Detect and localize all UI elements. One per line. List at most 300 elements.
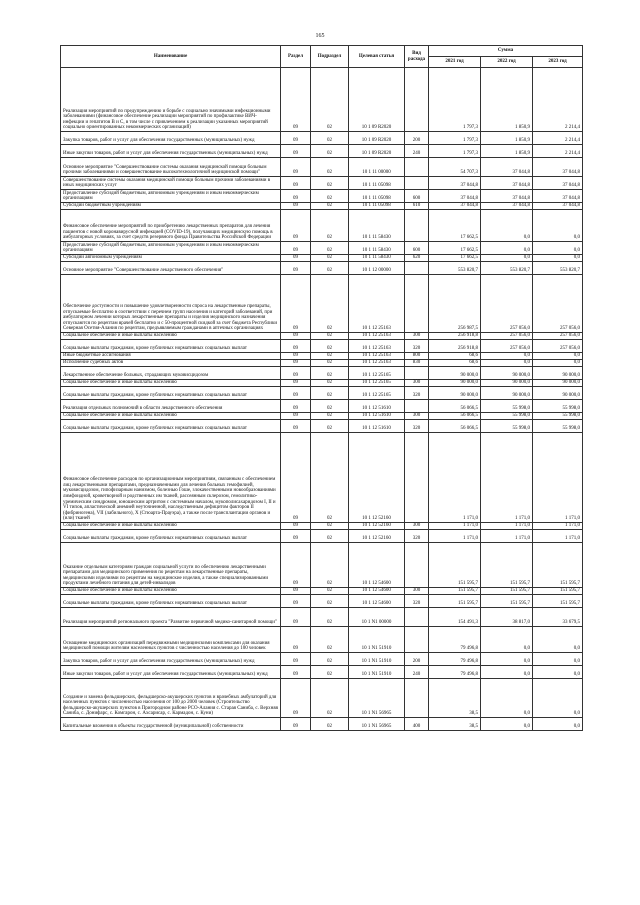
row-expense-type: 800 [405, 353, 429, 360]
header-target: Целевая статья [349, 46, 405, 68]
row-value-2023: 0,0 [533, 210, 583, 242]
row-subsection: 02 [311, 367, 349, 380]
row-section: 09 [281, 353, 311, 360]
row-value-2023: 0,0 [533, 353, 583, 360]
row-name: Социальное обеспечение и иные выплаты населению [61, 588, 281, 595]
row-target: 10 1 N1 56965 [349, 679, 405, 718]
table-row [61, 523, 583, 530]
row-section: 09 [281, 360, 311, 367]
row-expense-type [405, 210, 429, 242]
row-value-2023: 151 595,7 [533, 543, 583, 588]
row-name: Предоставление субсидий бюджетным, автономным учреждениям и иным некоммерческим организациям [61, 242, 281, 255]
table-row [61, 653, 583, 666]
row-value-2021: 79 496,8 [429, 653, 481, 666]
row-target: 10 1 12 52160 [349, 523, 405, 530]
row-value-2023: 90 000,0 [533, 387, 583, 400]
row-section: 09 [281, 210, 311, 242]
row-subsection: 02 [311, 210, 349, 242]
row-value-2021: 38,5 [429, 718, 481, 731]
header-sum: Сумма [429, 46, 583, 57]
row-value-2021: 17 662,5 [429, 255, 481, 262]
row-expense-type: 830 [405, 360, 429, 367]
row-value-2021: 1 171,0 [429, 523, 481, 530]
row-value-2021: 79 496,8 [429, 666, 481, 679]
table-row [61, 275, 583, 333]
table-row [61, 400, 583, 413]
row-target: 10 1 11 58430 [349, 255, 405, 262]
row-section: 09 [281, 413, 311, 420]
row-subsection: 02 [311, 400, 349, 413]
row-value-2021: 1 797,3 [429, 68, 481, 132]
row-name: Основное мероприятие "Совершенствование лекарственного обеспечения" [61, 262, 281, 275]
row-value-2021: 56 066,5 [429, 400, 481, 413]
row-value-2022: 0,0 [481, 242, 533, 255]
row-value-2021: 1 171,0 [429, 530, 481, 543]
row-subsection: 02 [311, 387, 349, 400]
row-value-2022: 0,0 [481, 653, 533, 666]
row-value-2022: 0,0 [481, 627, 533, 653]
row-name: Субсидии бюджетным учреждениям [61, 203, 281, 210]
row-target: 10 1 12 54600 [349, 588, 405, 595]
table-row [61, 718, 583, 731]
row-expense-type: 200 [405, 132, 429, 145]
row-name: Капитальные вложения в объекты государственной (муниципальной) собственности [61, 718, 281, 731]
row-value-2022: 37 044,8 [481, 203, 533, 210]
row-value-2023: 37 044,8 [533, 177, 583, 190]
row-expense-type: 610 [405, 203, 429, 210]
row-value-2023: 0,0 [533, 653, 583, 666]
row-subsection: 02 [311, 595, 349, 608]
row-section: 09 [281, 679, 311, 718]
row-subsection: 02 [311, 262, 349, 275]
row-value-2023: 0,0 [533, 679, 583, 718]
table-row [61, 333, 583, 340]
row-value-2022: 55 998,0 [481, 400, 533, 413]
row-expense-type: 320 [405, 340, 429, 353]
table-row [61, 387, 583, 400]
row-value-2021: 90 000,0 [429, 380, 481, 387]
row-value-2022: 553 820,7 [481, 262, 533, 275]
table-row [61, 255, 583, 262]
row-value-2021: 54 707,3 [429, 158, 481, 177]
row-value-2022: 0,0 [481, 679, 533, 718]
page-number: 165 [315, 33, 325, 39]
row-value-2022: 0,0 [481, 353, 533, 360]
row-expense-type: 320 [405, 420, 429, 433]
row-value-2021: 256 918,8 [429, 340, 481, 353]
row-expense-type [405, 275, 429, 333]
row-name: Социальные выплаты гражданам, кроме публичных нормативных социальных выплат [61, 595, 281, 608]
row-section: 09 [281, 340, 311, 353]
row-subsection: 02 [311, 145, 349, 158]
row-target: 10 1 N1 51910 [349, 666, 405, 679]
row-subsection: 02 [311, 242, 349, 255]
row-subsection: 02 [311, 360, 349, 367]
row-value-2023: 90 000,0 [533, 380, 583, 387]
row-subsection: 02 [311, 718, 349, 731]
row-name: Социальное обеспечение и иные выплаты населению [61, 333, 281, 340]
row-target: 10 1 11 00000 [349, 158, 405, 177]
row-subsection: 02 [311, 190, 349, 203]
header-subsection: Подраздел [311, 46, 349, 68]
table-row [61, 68, 583, 132]
row-subsection: 02 [311, 653, 349, 666]
row-value-2022: 38 817,0 [481, 608, 533, 627]
row-value-2021: 1 797,3 [429, 132, 481, 145]
row-expense-type: 200 [405, 653, 429, 666]
row-section: 09 [281, 255, 311, 262]
row-target: 10 1 12 52160 [349, 433, 405, 523]
row-section: 09 [281, 132, 311, 145]
row-subsection: 02 [311, 380, 349, 387]
row-target: 10 1 12 25163 [349, 333, 405, 340]
row-target: 10 1 12 25163 [349, 340, 405, 353]
table-row [61, 380, 583, 387]
row-value-2021: 151 595,7 [429, 595, 481, 608]
row-name: Обеспечение доступности и повышение удовлетворенности спроса на лекарственные препараты, отпускаемые бесплатно в соответствии с перечнем групп населения и категорий заболеваний, при амбулаторном лечении которых лекарственные препараты и изделия медицинского назначения отпускаются по рецептам врачей бесплатно и с 50-процентной скидкой за счет бюджета Республики Северная Осетия-Алания по рецептам, предъявляемым гражданами в аптечных организациях [61, 275, 281, 333]
row-value-2022: 0,0 [481, 360, 533, 367]
row-expense-type: 320 [405, 387, 429, 400]
row-value-2021: 553 820,7 [429, 262, 481, 275]
row-subsection: 02 [311, 340, 349, 353]
row-expense-type [405, 627, 429, 653]
row-expense-type: 300 [405, 523, 429, 530]
row-value-2022: 257 056,0 [481, 333, 533, 340]
table-row [61, 210, 583, 242]
row-name: Социальные выплаты гражданам, кроме публичных нормативных социальных выплат [61, 530, 281, 543]
row-target: 10 1 12 25163 [349, 275, 405, 333]
row-section: 09 [281, 387, 311, 400]
row-name: Основное мероприятие "Совершенствование системы оказания медицинской помощи больным прочими заболеваниями и совершенствование высокотехнологичной медицинской помощи" [61, 158, 281, 177]
row-target: 10 1 12 51610 [349, 413, 405, 420]
row-value-2022: 1 171,0 [481, 530, 533, 543]
row-value-2023: 0,0 [533, 242, 583, 255]
row-value-2021: 151 595,7 [429, 543, 481, 588]
row-expense-type: 300 [405, 333, 429, 340]
row-section: 09 [281, 433, 311, 523]
table-row [61, 666, 583, 679]
row-name: Социальные выплаты гражданам, кроме публичных нормативных социальных выплат [61, 420, 281, 433]
row-value-2021: 151 595,7 [429, 588, 481, 595]
row-name: Предоставление субсидий бюджетным, автономным учреждениям и иным некоммерческим организациям [61, 190, 281, 203]
row-value-2023: 37 044,8 [533, 158, 583, 177]
row-value-2021: 79 496,8 [429, 627, 481, 653]
row-section: 09 [281, 530, 311, 543]
row-section: 09 [281, 653, 311, 666]
row-target: 10 1 11 58430 [349, 242, 405, 255]
row-name: Лекарственное обеспечение больных, страдающих муковисцидозом [61, 367, 281, 380]
header-year-2021: 2021 год [429, 57, 481, 68]
row-section: 09 [281, 588, 311, 595]
row-value-2021: 38,5 [429, 679, 481, 718]
table-row [61, 627, 583, 653]
row-value-2021: 1 797,3 [429, 145, 481, 158]
table-row [61, 543, 583, 588]
row-value-2021: 56 066,5 [429, 420, 481, 433]
row-expense-type [405, 158, 429, 177]
row-value-2023: 1 171,0 [533, 530, 583, 543]
row-expense-type: 300 [405, 380, 429, 387]
row-section: 09 [281, 420, 311, 433]
row-value-2023: 37 044,8 [533, 190, 583, 203]
row-subsection: 02 [311, 177, 349, 190]
table-row [61, 367, 583, 380]
row-subsection: 02 [311, 433, 349, 523]
row-value-2022: 37 044,8 [481, 190, 533, 203]
table-row [61, 608, 583, 627]
row-target: 10 1 11 05098 [349, 177, 405, 190]
row-name: Субсидии автономным учреждениям [61, 255, 281, 262]
row-expense-type [405, 543, 429, 588]
row-value-2022: 0,0 [481, 255, 533, 262]
row-value-2022: 151 595,7 [481, 588, 533, 595]
row-value-2021: 37 044,8 [429, 190, 481, 203]
header-name: Наименование [61, 46, 281, 68]
row-value-2022: 151 595,7 [481, 543, 533, 588]
table-row [61, 360, 583, 367]
row-value-2023: 257 056,0 [533, 333, 583, 340]
row-section: 09 [281, 242, 311, 255]
row-target: 10 1 N1 51910 [349, 627, 405, 653]
row-section: 09 [281, 158, 311, 177]
row-target: 10 1 09 R2020 [349, 132, 405, 145]
row-value-2023: 33 679,5 [533, 608, 583, 627]
row-expense-type: 240 [405, 666, 429, 679]
table-row [61, 132, 583, 145]
row-expense-type [405, 177, 429, 190]
row-subsection: 02 [311, 255, 349, 262]
row-section: 09 [281, 275, 311, 333]
table-row [61, 588, 583, 595]
row-subsection: 02 [311, 275, 349, 333]
row-value-2023: 0,0 [533, 360, 583, 367]
table-row [61, 177, 583, 190]
row-value-2022: 55 998,0 [481, 413, 533, 420]
row-value-2021: 1 171,0 [429, 433, 481, 523]
table-row [61, 530, 583, 543]
row-target: 10 1 12 51610 [349, 400, 405, 413]
row-name: Оказание отдельным категориям граждан социальной услуги по обеспечению лекарственными препаратами для медицинского применения по рецептам на лекарственные препараты, медицинскими изделиями по рецептам на медицинские изделия, а также специализированными продуктами лечебного питания для детей-инвалидов [61, 543, 281, 588]
row-name: Реализация мероприятий по предупреждению и борьбе с социально значимыми инфекционными заболеваниями (финансовое обеспечение реализации мероприятий по профилактике ВИЧ-инфекции и гепатитов B и C, в том числе с привлечением к реализации указанных мероприятий социально ориентированных некоммерческих организаций) [61, 68, 281, 132]
row-section: 09 [281, 608, 311, 627]
row-value-2021: 90 000,0 [429, 367, 481, 380]
row-target: 10 1 12 25165 [349, 367, 405, 380]
row-subsection: 02 [311, 413, 349, 420]
header-expense-type: Вид расхода [405, 46, 429, 68]
row-target: 10 1 N1 00000 [349, 608, 405, 627]
table-row [61, 595, 583, 608]
row-value-2022: 0,0 [481, 718, 533, 731]
row-value-2022: 1 171,0 [481, 523, 533, 530]
row-value-2021: 68,6 [429, 360, 481, 367]
row-value-2023: 2 214,4 [533, 145, 583, 158]
budget-table [60, 45, 583, 731]
row-value-2021: 154 491,3 [429, 608, 481, 627]
table-row [61, 145, 583, 158]
row-value-2023: 90 000,0 [533, 367, 583, 380]
row-subsection: 02 [311, 679, 349, 718]
row-value-2022: 1 850,9 [481, 145, 533, 158]
row-name: Финансовое обеспечение расходов по организационным мероприятиям, связанным с обеспечением лиц лекарственными препаратами, предназначенными для лечения больных гемофилией, муковисцидозом, гипофизарным нанизмом, болезнью Гоше, злокачественными новообразованиями лимфоидной, кроветворной и родственных им тканей, рассеянным склерозом, гемолитико-уремическим синдромом, юношеским артритом с системным началом, мукополисахаридозом I, II и VI типов, апластической анемией неуточненной, наследственным дефицитом факторов II (фибриногена), VII (лабильного), X (Стюарта-Прауэра), а также после трансплантации органов и (или) тканей [61, 433, 281, 523]
row-name: Социальное обеспечение и иные выплаты населению [61, 523, 281, 530]
table-row [61, 340, 583, 353]
row-value-2022: 257 056,0 [481, 275, 533, 333]
row-value-2023: 55 998,0 [533, 420, 583, 433]
row-expense-type [405, 262, 429, 275]
row-expense-type [405, 68, 429, 132]
row-value-2021: 256 918,8 [429, 333, 481, 340]
row-expense-type: 320 [405, 530, 429, 543]
row-value-2023: 1 171,0 [533, 523, 583, 530]
row-subsection: 02 [311, 333, 349, 340]
row-value-2021: 56 066,5 [429, 413, 481, 420]
row-name: Реализация отдельных полномочий в области лекарственного обеспечения [61, 400, 281, 413]
row-expense-type: 400 [405, 718, 429, 731]
row-section: 09 [281, 262, 311, 275]
row-section: 09 [281, 400, 311, 413]
table-row [61, 190, 583, 203]
row-target: 10 1 12 00000 [349, 262, 405, 275]
row-value-2022: 0,0 [481, 666, 533, 679]
table-row [61, 353, 583, 360]
row-subsection: 02 [311, 666, 349, 679]
row-expense-type: 600 [405, 190, 429, 203]
row-target: 10 1 11 58430 [349, 210, 405, 242]
row-value-2022: 90 000,0 [481, 380, 533, 387]
row-value-2023: 37 044,8 [533, 203, 583, 210]
row-value-2023: 0,0 [533, 718, 583, 731]
row-subsection: 02 [311, 523, 349, 530]
row-expense-type: 240 [405, 145, 429, 158]
row-name: Социальные выплаты гражданам, кроме публичных нормативных социальных выплат [61, 340, 281, 353]
row-target: 10 1 12 54600 [349, 543, 405, 588]
row-name: Социальное обеспечение и иные выплаты населению [61, 413, 281, 420]
row-value-2023: 0,0 [533, 666, 583, 679]
row-target: 10 1 11 05098 [349, 203, 405, 210]
row-value-2023: 257 056,0 [533, 340, 583, 353]
row-name: Иные бюджетные ассигнования [61, 353, 281, 360]
header-year-2023: 2023 год [533, 57, 583, 68]
row-section: 09 [281, 203, 311, 210]
row-value-2023: 553 820,7 [533, 262, 583, 275]
row-name: Создание и замена фельдшерских, фельдшерско-акушерских пунктов и врачебных амбулаторий для населенных пунктов с численностью населения от 100 до 2000 человек (Строительство фельдшерско-акушерских пунктов в Пригородном районе РСО-Алания с. Старая Саниба, с. Верхняя Саниба, с. Донифарс, с. Комгарон, с. Ахсарисар, с. Кармадон, с. Куни) [61, 679, 281, 718]
row-expense-type [405, 400, 429, 413]
table-row [61, 679, 583, 718]
row-target: 10 1 12 25163 [349, 353, 405, 360]
row-expense-type [405, 679, 429, 718]
row-expense-type [405, 608, 429, 627]
row-subsection: 02 [311, 132, 349, 145]
row-section: 09 [281, 523, 311, 530]
row-target: 10 1 N1 56965 [349, 718, 405, 731]
row-name: Оснащение медицинских организаций передвижными медицинскими комплексами для оказания медицинской помощи жителям населенных пунктов с численностью населения до 100 человек [61, 627, 281, 653]
row-value-2022: 90 000,0 [481, 387, 533, 400]
row-section: 09 [281, 190, 311, 203]
header-section: Раздел [281, 46, 311, 68]
row-value-2022: 37 044,8 [481, 177, 533, 190]
row-name: Иные закупки товаров, работ и услуг для обеспечения государственных (муниципальных) нужд [61, 666, 281, 679]
table-row [61, 242, 583, 255]
row-expense-type: 300 [405, 588, 429, 595]
row-section: 09 [281, 367, 311, 380]
row-subsection: 02 [311, 543, 349, 588]
row-target: 10 1 12 52160 [349, 530, 405, 543]
row-value-2022: 1 850,9 [481, 132, 533, 145]
row-expense-type: 600 [405, 242, 429, 255]
table-row [61, 420, 583, 433]
row-section: 09 [281, 177, 311, 190]
row-value-2023: 55 998,0 [533, 413, 583, 420]
row-target: 10 1 12 25165 [349, 380, 405, 387]
row-name: Социальное обеспечение и иные выплаты населению [61, 380, 281, 387]
row-name: Иные закупки товаров, работ и услуг для обеспечения государственных (муниципальных) нужд [61, 145, 281, 158]
row-value-2023: 55 998,0 [533, 400, 583, 413]
row-section: 09 [281, 543, 311, 588]
row-expense-type: 320 [405, 595, 429, 608]
row-value-2022: 55 998,0 [481, 420, 533, 433]
row-value-2022: 257 056,0 [481, 340, 533, 353]
table-row [61, 413, 583, 420]
row-section: 09 [281, 718, 311, 731]
row-subsection: 02 [311, 588, 349, 595]
row-value-2021: 17 662,5 [429, 242, 481, 255]
row-value-2023: 1 171,0 [533, 433, 583, 523]
row-target: 10 1 12 25163 [349, 360, 405, 367]
table-row [61, 262, 583, 275]
row-value-2023: 0,0 [533, 255, 583, 262]
row-value-2022: 37 044,8 [481, 158, 533, 177]
row-subsection: 02 [311, 420, 349, 433]
table-row [61, 433, 583, 523]
header-year-2022: 2022 год [481, 57, 533, 68]
row-subsection: 02 [311, 68, 349, 132]
row-value-2023: 2 214,4 [533, 132, 583, 145]
table-row [61, 203, 583, 210]
row-subsection: 02 [311, 158, 349, 177]
row-section: 09 [281, 145, 311, 158]
table-row [61, 158, 583, 177]
row-value-2022: 90 000,0 [481, 367, 533, 380]
row-target: 10 1 12 25165 [349, 387, 405, 400]
row-subsection: 02 [311, 627, 349, 653]
table-body [61, 68, 583, 731]
row-subsection: 02 [311, 353, 349, 360]
row-subsection: 02 [311, 530, 349, 543]
row-section: 09 [281, 380, 311, 387]
row-name: Закупка товаров, работ и услуг для обеспечения государственных (муниципальных) нужд [61, 653, 281, 666]
row-value-2023: 0,0 [533, 627, 583, 653]
row-expense-type [405, 433, 429, 523]
row-target: 10 1 12 51610 [349, 420, 405, 433]
row-value-2022: 1 850,9 [481, 68, 533, 132]
row-expense-type: 300 [405, 413, 429, 420]
row-expense-type: 620 [405, 255, 429, 262]
row-name: Социальные выплаты гражданам, кроме публичных нормативных социальных выплат [61, 387, 281, 400]
row-section: 09 [281, 333, 311, 340]
row-value-2021: 256 987,5 [429, 275, 481, 333]
row-section: 09 [281, 68, 311, 132]
row-expense-type [405, 367, 429, 380]
row-subsection: 02 [311, 608, 349, 627]
row-value-2022: 0,0 [481, 210, 533, 242]
row-target: 10 1 11 05098 [349, 190, 405, 203]
row-name: Финансовое обеспечение мероприятий по приобретению лекарственных препаратов для лечения пациентов с новой коронавирусной инфекцией (COVID-19), получающих медицинскую помощь в амбулаторных условиях, за счет средств резервного фонда Правительства Российской Федерации [61, 210, 281, 242]
row-target: 10 1 12 54600 [349, 595, 405, 608]
row-target: 10 1 N1 51910 [349, 653, 405, 666]
row-target: 10 1 09 R2020 [349, 145, 405, 158]
row-name: Реализация мероприятий регионального проекта "Развитие первичной медико-санитарной помощи" [61, 608, 281, 627]
row-value-2023: 257 056,0 [533, 275, 583, 333]
